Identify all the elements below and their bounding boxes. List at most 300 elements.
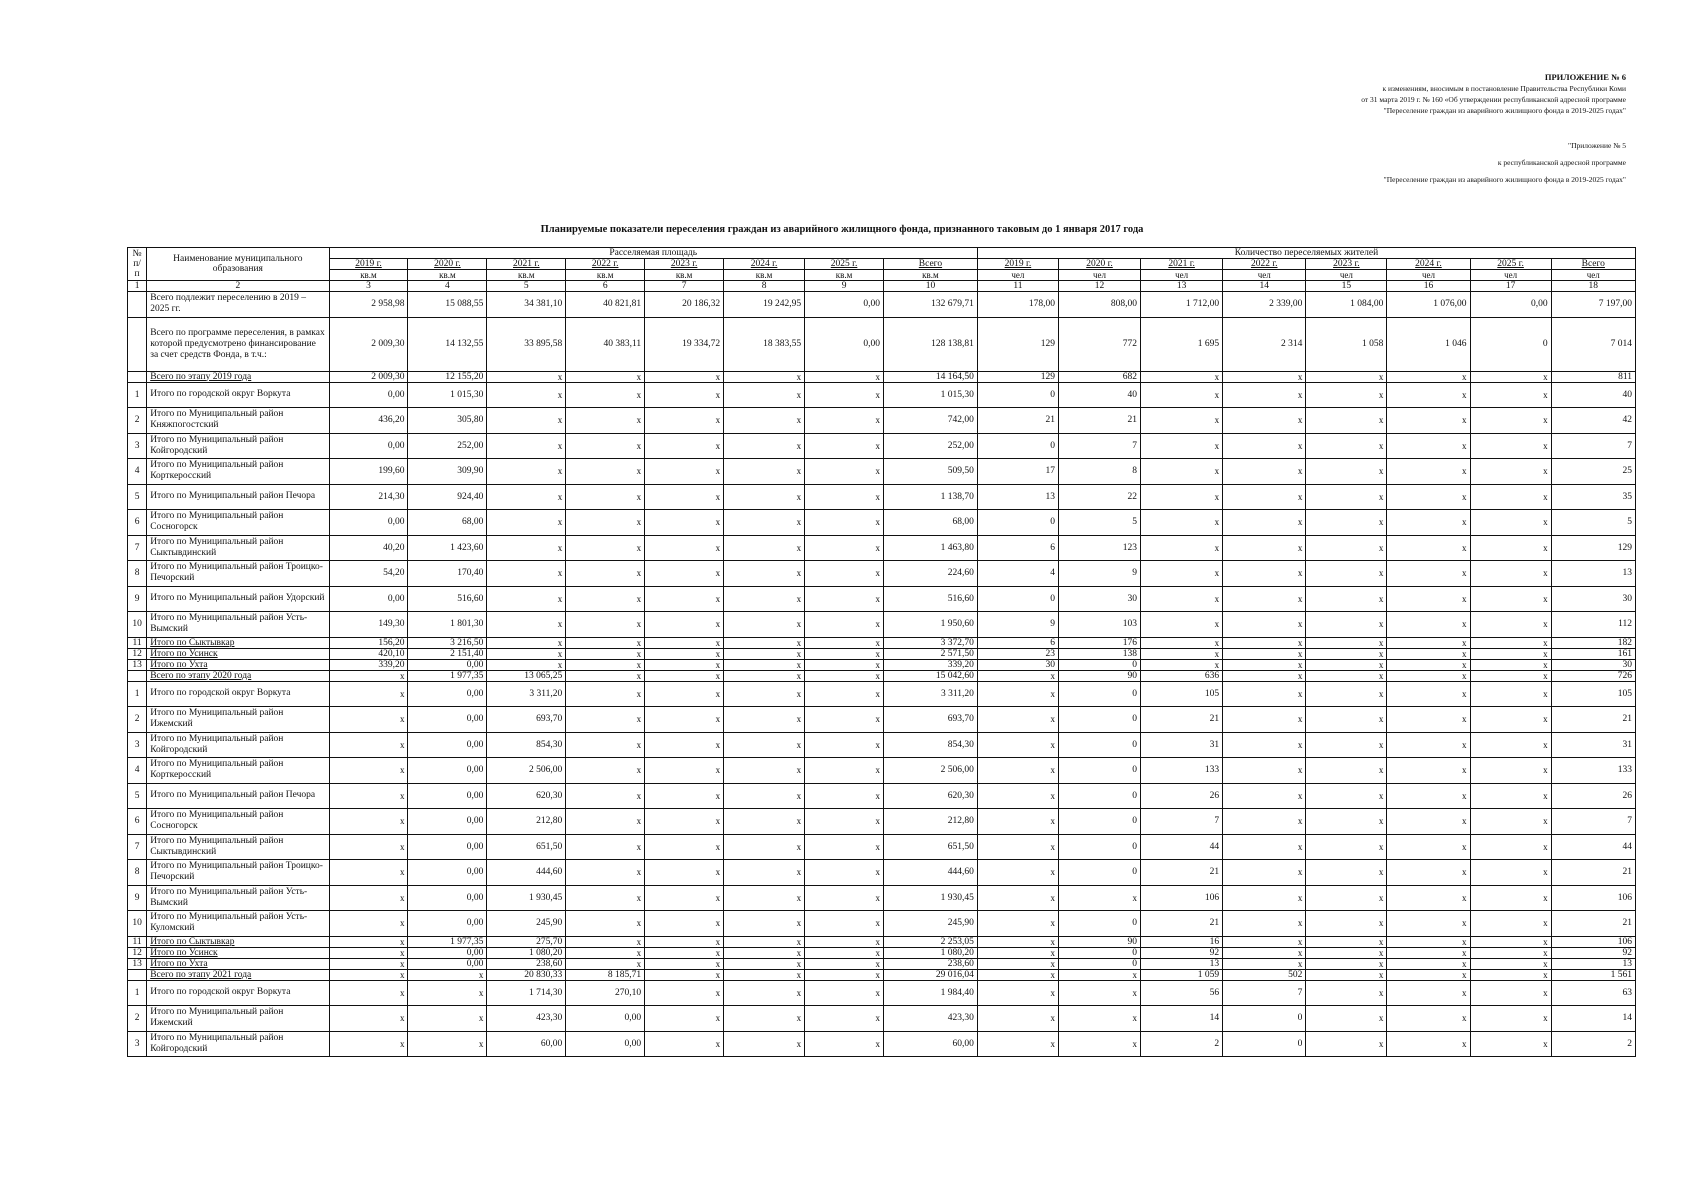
people-cell: 682 <box>1058 371 1140 382</box>
people-cell: x <box>1058 1031 1140 1057</box>
people-cell: 9 <box>977 612 1058 638</box>
area-cell: x <box>645 809 724 835</box>
column-number: 13 <box>1141 281 1223 292</box>
people-cell: x <box>1470 371 1551 382</box>
people-cell: x <box>1387 484 1470 510</box>
people-cell: x <box>1223 484 1306 510</box>
people-cell: x <box>1470 433 1551 459</box>
header-unit: кв.м <box>408 270 487 281</box>
people-cell: 16 <box>1141 936 1223 947</box>
area-cell: x <box>724 433 805 459</box>
people-cell: 161 <box>1551 648 1635 659</box>
area-cell: x <box>566 659 645 670</box>
area-cell: 0,00 <box>329 382 408 408</box>
area-cell: 252,00 <box>408 433 487 459</box>
people-cell: 105 <box>1551 681 1635 707</box>
area-cell: 0,00 <box>408 783 487 809</box>
area-cell: x <box>645 433 724 459</box>
people-cell: x <box>1387 936 1470 947</box>
area-cell: 252,00 <box>884 433 978 459</box>
people-cell: 13 <box>977 484 1058 510</box>
people-cell: x <box>1223 947 1306 958</box>
municipality-name: Итого по Муниципальный район Усть-Куломский <box>147 911 329 937</box>
area-cell: x <box>724 936 805 947</box>
header-unit: кв.м <box>805 270 884 281</box>
people-cell: 133 <box>1141 758 1223 784</box>
area-cell: x <box>566 911 645 937</box>
area-cell: 18 383,55 <box>724 317 805 371</box>
column-number: 6 <box>566 281 645 292</box>
area-cell: 0,00 <box>408 758 487 784</box>
people-cell: x <box>1387 382 1470 408</box>
people-cell: 0 <box>1058 834 1140 860</box>
row-number: 2 <box>128 707 147 733</box>
people-cell: x <box>1387 510 1470 536</box>
table-row <box>128 936 1636 947</box>
area-cell: x <box>805 459 884 485</box>
area-cell: x <box>645 911 724 937</box>
people-cell: x <box>1223 510 1306 536</box>
people-cell: x <box>1223 707 1306 733</box>
people-cell: 2 <box>1141 1031 1223 1057</box>
row-number <box>128 670 147 681</box>
area-cell: 339,20 <box>329 659 408 670</box>
area-cell: x <box>487 408 566 434</box>
area-cell: x <box>329 947 408 958</box>
area-cell: x <box>645 535 724 561</box>
area-cell: x <box>805 1031 884 1057</box>
people-cell: x <box>1387 958 1470 969</box>
header-unit: чел <box>1470 270 1551 281</box>
people-cell: 636 <box>1141 670 1223 681</box>
people-cell: 63 <box>1551 980 1635 1006</box>
people-cell: 7 <box>1141 809 1223 835</box>
table-row <box>128 648 1636 659</box>
table-row <box>128 809 1636 835</box>
people-cell: x <box>1470 860 1551 886</box>
area-cell: x <box>487 612 566 638</box>
area-cell: 0,00 <box>408 681 487 707</box>
people-cell: x <box>977 969 1058 980</box>
area-cell: 1 423,60 <box>408 535 487 561</box>
people-cell: x <box>1387 648 1470 659</box>
people-cell: x <box>1470 382 1551 408</box>
area-cell: x <box>487 659 566 670</box>
table-row <box>128 707 1636 733</box>
people-cell: x <box>1306 510 1387 536</box>
area-cell: x <box>805 947 884 958</box>
people-cell: x <box>1387 371 1470 382</box>
column-numbers-row <box>128 281 1636 292</box>
column-number: 5 <box>487 281 566 292</box>
people-cell: 103 <box>1058 612 1140 638</box>
area-cell: x <box>724 648 805 659</box>
people-cell: x <box>1223 958 1306 969</box>
people-cell: x <box>1306 659 1387 670</box>
municipality-name: Итого по Муниципальный район Печора <box>147 783 329 809</box>
table-row <box>128 586 1636 612</box>
area-cell: 8 185,71 <box>566 969 645 980</box>
people-cell: 30 <box>1058 586 1140 612</box>
municipality-name: Всего подлежит переселению в 2019 – 2025 гг. <box>147 292 329 318</box>
people-cell: x <box>1058 969 1140 980</box>
header-people-group: Количество переселяемых жителей <box>977 248 1635 259</box>
people-cell: 0 <box>1223 1006 1306 1032</box>
column-number: 2 <box>147 281 329 292</box>
header-year: 2023 г. <box>1306 259 1387 270</box>
header-year: 2025 г. <box>805 259 884 270</box>
row-number: 6 <box>128 809 147 835</box>
header-year: 2019 г. <box>977 259 1058 270</box>
area-cell: x <box>566 860 645 886</box>
header-unit: чел <box>1551 270 1635 281</box>
area-cell: x <box>329 1006 408 1032</box>
people-cell: x <box>1306 371 1387 382</box>
area-cell: 33 895,58 <box>487 317 566 371</box>
people-cell: x <box>1141 659 1223 670</box>
area-cell: 0,00 <box>329 433 408 459</box>
people-cell: x <box>1306 637 1387 648</box>
area-cell: x <box>566 958 645 969</box>
area-cell: x <box>724 612 805 638</box>
area-cell: x <box>329 707 408 733</box>
area-cell: x <box>805 637 884 648</box>
people-cell: x <box>1470 707 1551 733</box>
row-number: 2 <box>128 1006 147 1032</box>
area-cell: 2 009,30 <box>329 371 408 382</box>
column-number: 16 <box>1387 281 1470 292</box>
people-cell: x <box>1306 561 1387 587</box>
area-cell: x <box>487 586 566 612</box>
appendix-header <box>1361 72 1626 116</box>
people-cell: x <box>1306 969 1387 980</box>
area-cell: x <box>724 484 805 510</box>
people-cell: x <box>1387 860 1470 886</box>
people-cell: x <box>977 1031 1058 1057</box>
area-cell: x <box>805 958 884 969</box>
column-number: 3 <box>329 281 408 292</box>
row-number: 10 <box>128 612 147 638</box>
area-cell: 0,00 <box>408 860 487 886</box>
table-row <box>128 1006 1636 1032</box>
people-cell: x <box>1306 809 1387 835</box>
area-cell: 1 015,30 <box>884 382 978 408</box>
people-cell: x <box>1141 561 1223 587</box>
people-cell: x <box>1141 637 1223 648</box>
area-cell: 40 383,11 <box>566 317 645 371</box>
area-cell: x <box>724 382 805 408</box>
people-cell: 0 <box>977 586 1058 612</box>
area-cell: x <box>724 681 805 707</box>
area-cell: 19 334,72 <box>645 317 724 371</box>
people-cell: 502 <box>1223 969 1306 980</box>
people-cell: x <box>1470 612 1551 638</box>
people-cell: 42 <box>1551 408 1635 434</box>
people-cell: x <box>1387 612 1470 638</box>
people-cell: 106 <box>1551 936 1635 947</box>
area-cell: 0,00 <box>566 1031 645 1057</box>
area-cell: x <box>329 681 408 707</box>
people-cell: x <box>1470 648 1551 659</box>
area-cell: x <box>408 980 487 1006</box>
people-cell: x <box>1470 561 1551 587</box>
people-cell: x <box>977 860 1058 886</box>
people-cell: x <box>1387 535 1470 561</box>
people-cell: x <box>1306 1031 1387 1057</box>
table-row <box>128 958 1636 969</box>
area-cell: 1 984,40 <box>884 980 978 1006</box>
people-cell: 90 <box>1058 936 1140 947</box>
area-cell: 54,20 <box>329 561 408 587</box>
area-cell: x <box>724 637 805 648</box>
people-cell: 21 <box>1058 408 1140 434</box>
people-cell: 9 <box>1058 561 1140 587</box>
area-cell: x <box>645 382 724 408</box>
area-cell: x <box>566 535 645 561</box>
area-cell: 305,80 <box>408 408 487 434</box>
people-cell: x <box>1470 980 1551 1006</box>
municipality-name: Итого по Усинск <box>147 648 329 659</box>
header-year: 2024 г. <box>1387 259 1470 270</box>
area-cell: 199,60 <box>329 459 408 485</box>
people-cell: 123 <box>1058 535 1140 561</box>
people-cell: 0 <box>1058 947 1140 958</box>
people-cell: x <box>1387 637 1470 648</box>
area-cell: 224,60 <box>884 561 978 587</box>
people-cell: 129 <box>977 317 1058 371</box>
area-cell: x <box>805 670 884 681</box>
area-cell: x <box>566 484 645 510</box>
area-cell: x <box>329 885 408 911</box>
area-cell: x <box>805 612 884 638</box>
area-cell: x <box>724 408 805 434</box>
appendix-line-3: "Переселение граждан из аварийного жилищного фонда в 2019-2025 годах" <box>1383 106 1626 115</box>
area-cell: 0,00 <box>566 1006 645 1032</box>
document-title: Планируемые показатели переселения граждан из аварийного жилищного фонда, признанного таковым до 1 января 2017 года <box>540 224 1144 235</box>
people-cell: 92 <box>1551 947 1635 958</box>
area-cell: x <box>805 484 884 510</box>
municipality-name: Итого по Муниципальный район Троицко-Печорский <box>147 860 329 886</box>
table-row <box>128 292 1636 318</box>
people-cell: x <box>1223 382 1306 408</box>
people-cell: x <box>977 947 1058 958</box>
area-cell: x <box>805 408 884 434</box>
people-cell: 0 <box>1058 860 1140 886</box>
area-cell: x <box>566 648 645 659</box>
appendix-number-2: "Приложение № 5 <box>1568 141 1626 150</box>
people-cell: 176 <box>1058 637 1140 648</box>
area-cell: x <box>645 969 724 980</box>
area-cell: x <box>645 834 724 860</box>
people-cell: x <box>1141 459 1223 485</box>
people-cell: 21 <box>1141 911 1223 937</box>
people-cell: x <box>1223 371 1306 382</box>
area-cell: 3 216,50 <box>408 637 487 648</box>
area-cell: 309,90 <box>408 459 487 485</box>
row-number <box>128 292 147 318</box>
area-cell: x <box>566 885 645 911</box>
area-cell: 0,00 <box>805 317 884 371</box>
people-cell: 31 <box>1141 732 1223 758</box>
people-cell: 35 <box>1551 484 1635 510</box>
area-cell: x <box>805 885 884 911</box>
municipality-name: Итого по Муниципальный район Сосногорск <box>147 809 329 835</box>
header-total: Всего <box>1551 259 1635 270</box>
table-row <box>128 758 1636 784</box>
area-cell: x <box>645 510 724 536</box>
people-cell: 6 <box>977 637 1058 648</box>
people-cell: x <box>1387 732 1470 758</box>
row-number: 7 <box>128 535 147 561</box>
area-cell: 170,40 <box>408 561 487 587</box>
people-cell: x <box>1306 670 1387 681</box>
row-number: 10 <box>128 911 147 937</box>
people-cell: 21 <box>1551 911 1635 937</box>
people-cell: 0 <box>1058 958 1140 969</box>
people-cell: 7 197,00 <box>1551 292 1635 318</box>
municipality-name: Итого по Муниципальный район Корткеросский <box>147 758 329 784</box>
area-cell: x <box>566 783 645 809</box>
row-number: 3 <box>128 732 147 758</box>
area-cell: 275,70 <box>487 936 566 947</box>
area-cell: x <box>566 408 645 434</box>
area-cell: x <box>724 586 805 612</box>
people-cell: x <box>1470 834 1551 860</box>
people-cell: 1 046 <box>1387 317 1470 371</box>
table-row <box>128 911 1636 937</box>
people-cell: 25 <box>1551 459 1635 485</box>
people-cell: x <box>1306 459 1387 485</box>
area-cell: x <box>645 1006 724 1032</box>
area-cell: x <box>487 459 566 485</box>
people-cell: x <box>1306 535 1387 561</box>
area-cell: x <box>566 510 645 536</box>
people-cell: x <box>1223 459 1306 485</box>
area-cell: 0,00 <box>408 732 487 758</box>
area-cell: x <box>329 783 408 809</box>
people-cell: 1 084,00 <box>1306 292 1387 318</box>
area-cell: 212,80 <box>884 809 978 835</box>
area-cell: 1 080,20 <box>884 947 978 958</box>
area-cell: x <box>645 586 724 612</box>
area-cell: 68,00 <box>884 510 978 536</box>
people-cell: x <box>1387 670 1470 681</box>
column-number: 9 <box>805 281 884 292</box>
area-cell: x <box>329 834 408 860</box>
area-cell: 149,30 <box>329 612 408 638</box>
people-cell: 0,00 <box>1470 292 1551 318</box>
people-cell: x <box>1387 459 1470 485</box>
column-number: 15 <box>1306 281 1387 292</box>
people-cell: x <box>1141 535 1223 561</box>
area-cell: x <box>724 809 805 835</box>
area-cell: 1 801,30 <box>408 612 487 638</box>
municipality-name: Всего по этапу 2021 года <box>147 969 329 980</box>
people-cell: 133 <box>1551 758 1635 784</box>
area-cell: 0,00 <box>805 292 884 318</box>
people-cell: x <box>1387 783 1470 809</box>
area-cell: x <box>487 535 566 561</box>
people-cell: x <box>1306 612 1387 638</box>
area-cell: 14 164,50 <box>884 371 978 382</box>
area-cell: 854,30 <box>884 732 978 758</box>
area-cell: x <box>645 936 724 947</box>
people-cell: 138 <box>1058 648 1140 659</box>
people-cell: 182 <box>1551 637 1635 648</box>
table-row <box>128 1031 1636 1057</box>
area-cell: x <box>566 382 645 408</box>
area-cell: x <box>645 612 724 638</box>
row-number: 1 <box>128 681 147 707</box>
people-cell: x <box>977 980 1058 1006</box>
area-cell: x <box>645 980 724 1006</box>
area-cell: x <box>805 535 884 561</box>
row-number: 9 <box>128 885 147 911</box>
people-cell: x <box>1470 732 1551 758</box>
area-cell: x <box>566 561 645 587</box>
area-cell: 19 242,95 <box>724 292 805 318</box>
column-number: 17 <box>1470 281 1551 292</box>
area-cell: 132 679,71 <box>884 292 978 318</box>
municipality-name: Итого по Муниципальный район Койгородский <box>147 732 329 758</box>
people-cell: 1 712,00 <box>1141 292 1223 318</box>
table-row <box>128 561 1636 587</box>
area-cell: 2 009,30 <box>329 317 408 371</box>
people-cell: 7 <box>1058 433 1140 459</box>
people-cell: x <box>1306 382 1387 408</box>
people-cell: x <box>1306 484 1387 510</box>
header-unit: чел <box>1306 270 1387 281</box>
area-cell: 2 151,40 <box>408 648 487 659</box>
area-cell: x <box>329 980 408 1006</box>
people-cell: 22 <box>1058 484 1140 510</box>
people-cell: x <box>1306 860 1387 886</box>
people-cell: 0 <box>1058 681 1140 707</box>
area-cell: x <box>645 670 724 681</box>
table-row <box>128 659 1636 670</box>
people-cell: x <box>1470 958 1551 969</box>
area-cell: 13 065,25 <box>487 670 566 681</box>
people-cell: x <box>1141 382 1223 408</box>
appendix-number: ПРИЛОЖЕНИЕ № 6 <box>1544 72 1626 82</box>
people-cell: x <box>1470 535 1551 561</box>
column-number: 4 <box>408 281 487 292</box>
people-cell: 13 <box>1141 958 1223 969</box>
people-cell: x <box>1387 1031 1470 1057</box>
people-cell: x <box>1470 809 1551 835</box>
area-cell: x <box>329 860 408 886</box>
header-unit: кв.м <box>487 270 566 281</box>
area-cell: x <box>645 885 724 911</box>
area-cell: x <box>566 433 645 459</box>
people-cell: x <box>1223 758 1306 784</box>
people-cell: 811 <box>1551 371 1635 382</box>
area-cell: 423,30 <box>487 1006 566 1032</box>
people-cell: x <box>1470 510 1551 536</box>
area-cell: x <box>487 510 566 536</box>
area-cell: 693,70 <box>884 707 978 733</box>
people-cell: x <box>1223 732 1306 758</box>
header-year: 2021 г. <box>1141 259 1223 270</box>
area-cell: x <box>645 459 724 485</box>
row-number: 8 <box>128 561 147 587</box>
area-cell: 245,90 <box>487 911 566 937</box>
area-cell: 0,00 <box>329 510 408 536</box>
header-area-group: Расселяемая площадь <box>329 248 977 259</box>
area-cell: x <box>805 783 884 809</box>
area-cell: x <box>566 637 645 648</box>
people-cell: 14 <box>1551 1006 1635 1032</box>
